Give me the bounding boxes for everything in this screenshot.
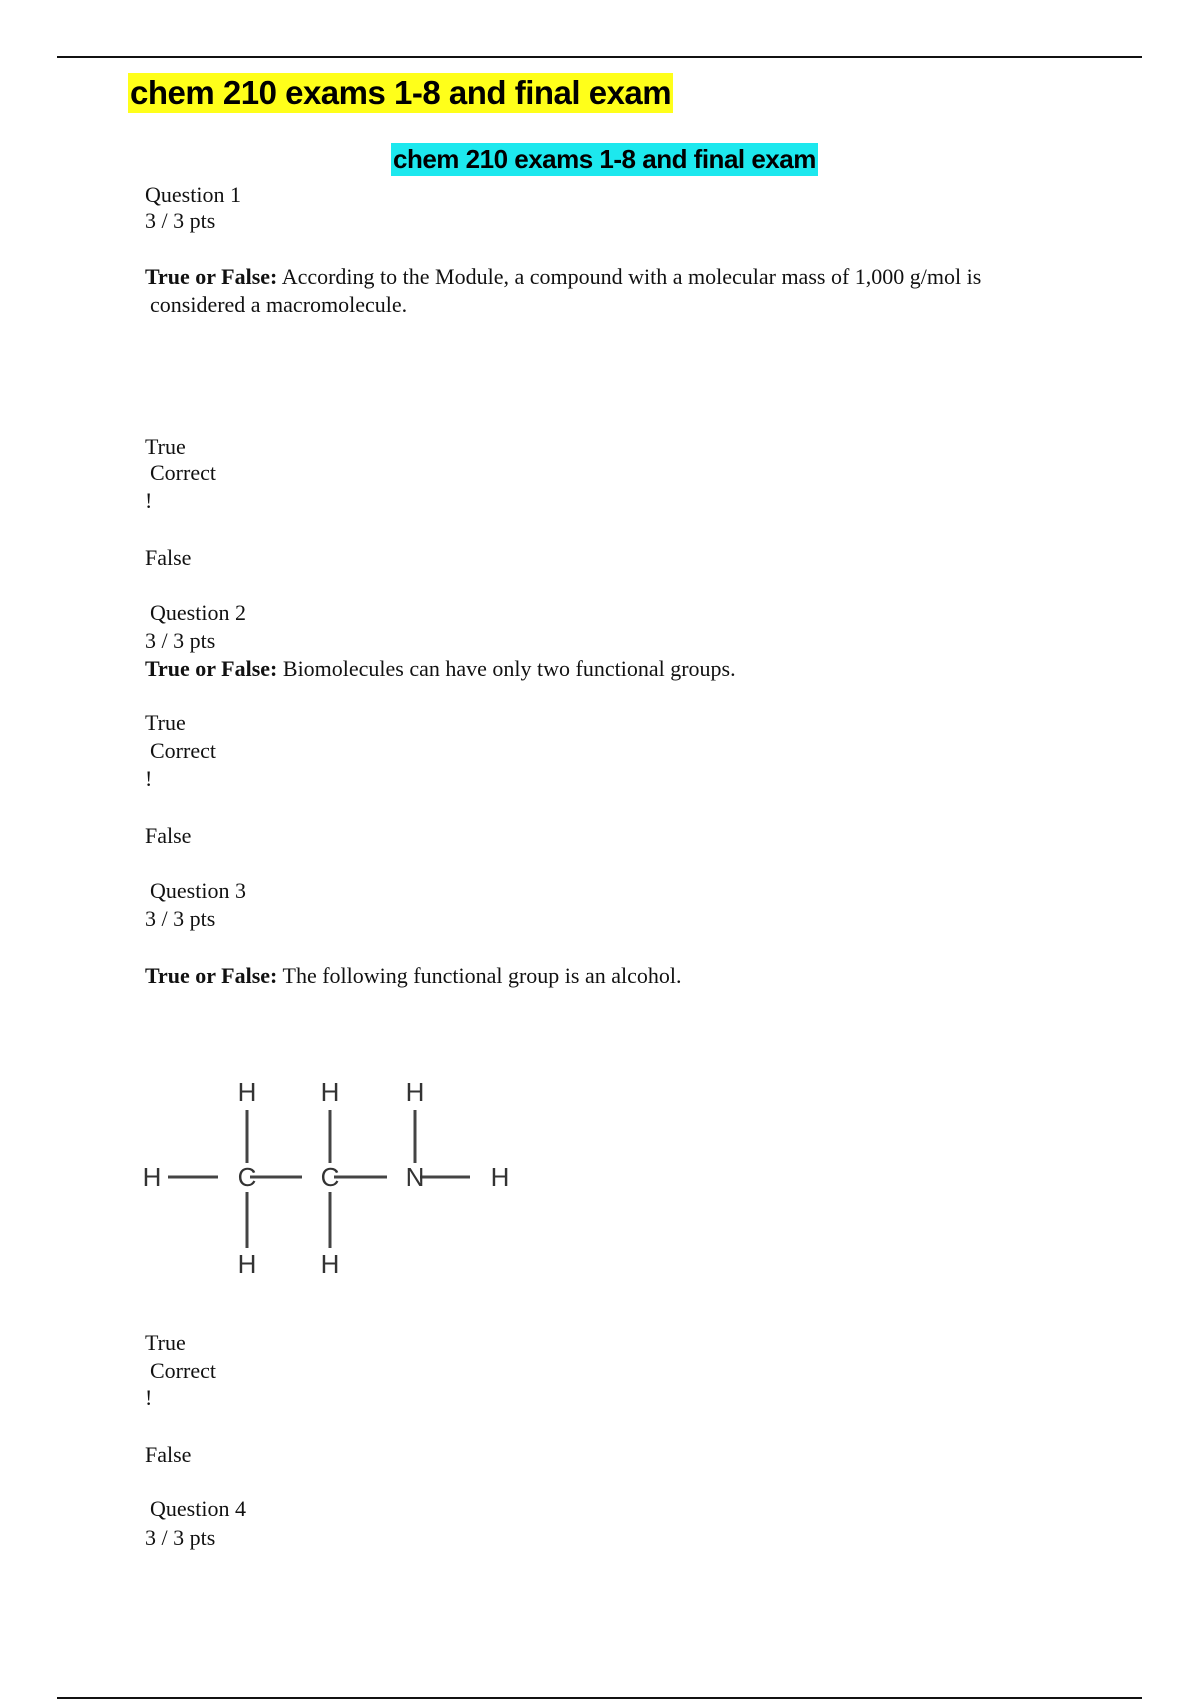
question-1-prompt-line2: considered a macromolecule. bbox=[150, 292, 408, 317]
question-1-points: 3 / 3 pts bbox=[145, 208, 216, 233]
atom-h: H bbox=[237, 1249, 257, 1279]
question-4-points: 3 / 3 pts bbox=[145, 1525, 216, 1550]
atom-h: H bbox=[237, 1077, 257, 1107]
question-2-prompt bbox=[145, 656, 736, 682]
question-3-correct-label: Correct bbox=[150, 1358, 216, 1383]
ethylamine-structure-diagram bbox=[140, 1070, 530, 1290]
prompt-prefix: True or False: bbox=[145, 656, 278, 681]
prompt-text: Biomolecules can have only two functional groups. bbox=[282, 656, 736, 681]
prompt-prefix: True or False: bbox=[145, 963, 278, 988]
question-3-marker: ! bbox=[145, 1385, 153, 1410]
question-2-option-true[interactable]: True bbox=[145, 710, 186, 735]
question-2-marker: ! bbox=[145, 766, 153, 791]
question-4-label: Question 4 bbox=[150, 1496, 246, 1521]
atom-c: C bbox=[320, 1162, 340, 1192]
atom-h: H bbox=[405, 1077, 425, 1107]
atom-n: N bbox=[405, 1162, 425, 1192]
question-1-label: Question 1 bbox=[145, 182, 241, 207]
question-3-points: 3 / 3 pts bbox=[145, 906, 216, 931]
atom-c: C bbox=[237, 1162, 257, 1192]
atom-h: H bbox=[490, 1162, 510, 1192]
question-1-option-false[interactable]: False bbox=[145, 545, 192, 570]
document-title: chem 210 exams 1-8 and final exam bbox=[130, 74, 672, 111]
question-1-correct-label: Correct bbox=[150, 460, 216, 485]
top-rule bbox=[57, 56, 1142, 58]
question-3-label: Question 3 bbox=[150, 878, 246, 903]
atom-h: H bbox=[320, 1249, 340, 1279]
question-1-option-true[interactable]: True bbox=[145, 434, 186, 459]
question-2-points: 3 / 3 pts bbox=[145, 628, 216, 653]
bottom-rule bbox=[57, 1697, 1142, 1699]
question-2-label: Question 2 bbox=[150, 600, 246, 625]
question-3-option-false[interactable]: False bbox=[145, 1442, 192, 1467]
question-3-prompt bbox=[145, 963, 681, 989]
prompt-prefix: True or False: bbox=[145, 264, 278, 289]
section-title: chem 210 exams 1-8 and final exam bbox=[393, 144, 816, 174]
question-3-option-true[interactable]: True bbox=[145, 1330, 186, 1355]
atom-h: H bbox=[320, 1077, 340, 1107]
question-2-option-false[interactable]: False bbox=[145, 823, 192, 848]
prompt-text: According to the Module, a compound with a molecular mass of 1,000 g/mol is bbox=[281, 264, 982, 289]
atom-h: H bbox=[142, 1162, 162, 1192]
prompt-text: The following functional group is an alcohol. bbox=[282, 963, 682, 988]
question-1-prompt bbox=[145, 264, 981, 290]
question-1-marker: ! bbox=[145, 488, 153, 513]
question-2-correct-label: Correct bbox=[150, 738, 216, 763]
